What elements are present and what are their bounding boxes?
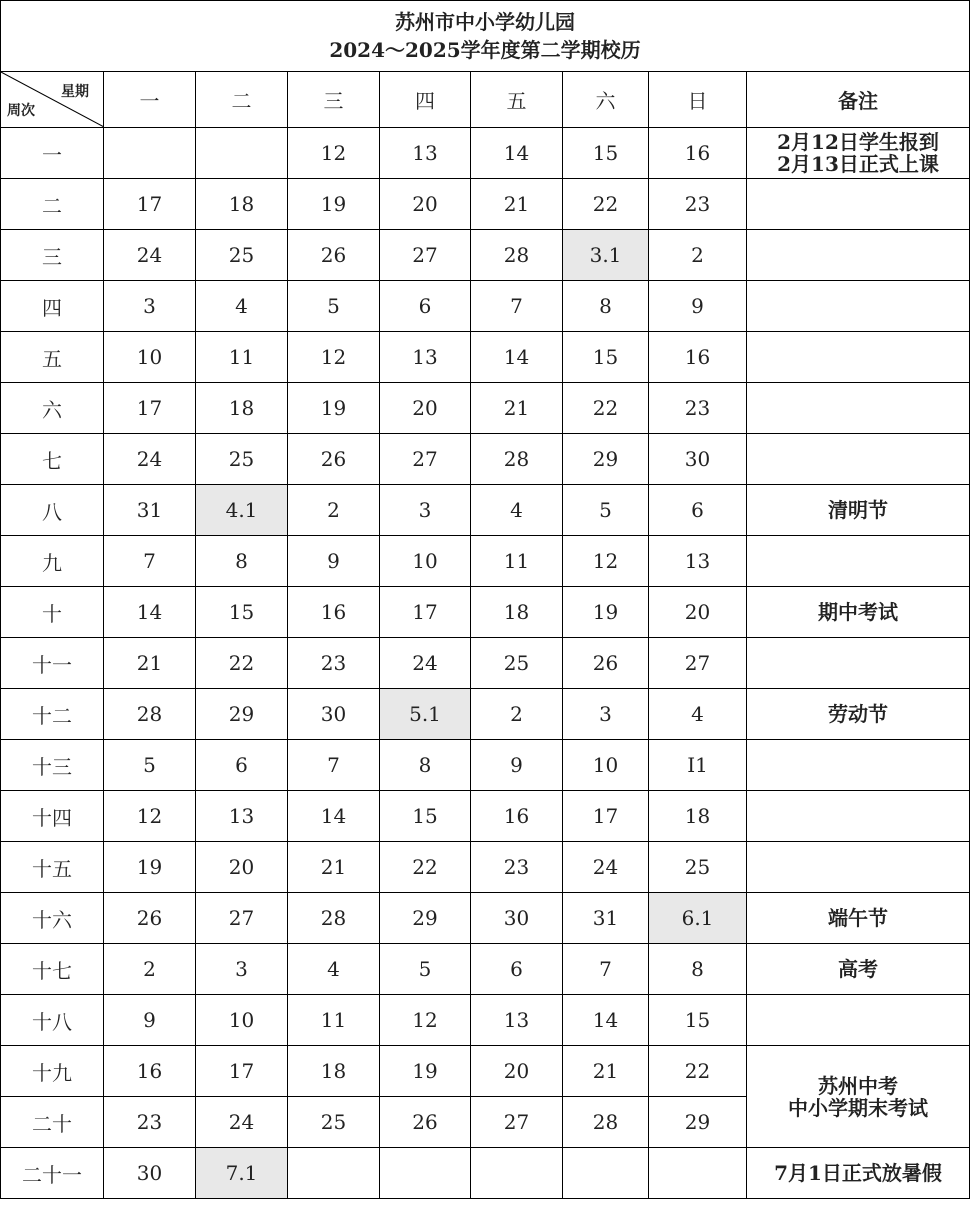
- header-day-mon: 一: [104, 72, 196, 128]
- day-cell: 5: [288, 281, 380, 332]
- header-day-wed: 三: [288, 72, 380, 128]
- day-cell: 18: [288, 1046, 380, 1097]
- day-cell: 3: [196, 944, 288, 995]
- day-cell: 15: [196, 587, 288, 638]
- day-cell: 28: [288, 893, 380, 944]
- day-cell: 13: [196, 791, 288, 842]
- day-cell: 11: [196, 332, 288, 383]
- note-line: 2月12日学生报到: [777, 130, 939, 154]
- day-cell: [649, 1148, 747, 1199]
- week-label: 十三: [1, 740, 104, 791]
- week-row: [1, 893, 970, 944]
- week-row: [1, 434, 970, 485]
- day-cell: 11: [471, 536, 563, 587]
- day-cell: 13: [471, 995, 563, 1046]
- day-cell: 9: [649, 281, 747, 332]
- week-row: [1, 944, 970, 995]
- day-cell: 23: [649, 179, 747, 230]
- week-row: [1, 485, 970, 536]
- header-notes: 备注: [747, 72, 970, 128]
- week-row: [1, 281, 970, 332]
- day-cell: 16: [649, 332, 747, 383]
- week-row: [1, 995, 970, 1046]
- day-cell: 19: [380, 1046, 471, 1097]
- day-cell: 18: [649, 791, 747, 842]
- week-label: 十六: [1, 893, 104, 944]
- day-cell: 7: [471, 281, 563, 332]
- note-cell: [747, 179, 970, 230]
- note-cell: [747, 1046, 970, 1148]
- day-cell: 21: [471, 179, 563, 230]
- note-cell: [747, 332, 970, 383]
- day-cell: 9: [471, 740, 563, 791]
- day-cell: 5: [380, 944, 471, 995]
- day-cell: 23: [649, 383, 747, 434]
- day-cell: 19: [563, 587, 649, 638]
- day-cell: 27: [471, 1097, 563, 1148]
- week-label: 九: [1, 536, 104, 587]
- note-cell: [747, 995, 970, 1046]
- day-cell: 25: [288, 1097, 380, 1148]
- day-cell: 26: [380, 1097, 471, 1148]
- day-cell: [563, 1148, 649, 1199]
- day-cell: 10: [563, 740, 649, 791]
- week-row: [1, 740, 970, 791]
- corner-weekday-label: 星期: [61, 84, 89, 100]
- note-cell: [747, 1148, 970, 1199]
- week-label: 五: [1, 332, 104, 383]
- day-cell: 16: [649, 128, 747, 179]
- note-line: 中小学期末考试: [788, 1095, 928, 1120]
- day-cell: 17: [196, 1046, 288, 1097]
- day-cell: 26: [104, 893, 196, 944]
- note-cell: [747, 587, 970, 638]
- header-day-thu: 四: [380, 72, 471, 128]
- corner-week-label: 周次: [7, 103, 35, 119]
- day-cell: 22: [649, 1046, 747, 1097]
- note-cell: [747, 842, 970, 893]
- day-cell: 31: [104, 485, 196, 536]
- week-label: 十一: [1, 638, 104, 689]
- day-cell: 15: [649, 995, 747, 1046]
- note-cell: [747, 485, 970, 536]
- week-row: [1, 383, 970, 434]
- week-label: 七: [1, 434, 104, 485]
- day-cell: 21: [104, 638, 196, 689]
- day-cell: 14: [104, 587, 196, 638]
- day-cell: 3: [104, 281, 196, 332]
- day-cell: 3: [563, 689, 649, 740]
- day-cell: 4: [288, 944, 380, 995]
- day-cell: 23: [104, 1097, 196, 1148]
- week-label: 三: [1, 230, 104, 281]
- day-cell: 27: [380, 434, 471, 485]
- header-day-tue: 二: [196, 72, 288, 128]
- day-cell: 3.1: [563, 230, 649, 281]
- day-cell: 7: [104, 536, 196, 587]
- day-cell: 16: [471, 791, 563, 842]
- day-cell: 22: [196, 638, 288, 689]
- day-cell: 30: [471, 893, 563, 944]
- note-line: 期中考试: [818, 600, 898, 624]
- day-cell: 18: [471, 587, 563, 638]
- day-cell: 5: [563, 485, 649, 536]
- day-cell: 17: [104, 179, 196, 230]
- day-cell: 28: [563, 1097, 649, 1148]
- corner-header: [1, 72, 104, 128]
- day-cell: 21: [563, 1046, 649, 1097]
- week-label: 八: [1, 485, 104, 536]
- week-label: 二十一: [1, 1148, 104, 1199]
- day-cell: 24: [104, 434, 196, 485]
- week-row: [1, 842, 970, 893]
- note-cell: [747, 536, 970, 587]
- day-cell: 4.1: [196, 485, 288, 536]
- day-cell: 31: [563, 893, 649, 944]
- day-cell: 20: [380, 383, 471, 434]
- note-line: 劳动节: [828, 702, 888, 726]
- day-cell: 26: [288, 230, 380, 281]
- note-cell: [747, 638, 970, 689]
- day-cell: 19: [288, 179, 380, 230]
- day-cell: 12: [104, 791, 196, 842]
- day-cell: 8: [196, 536, 288, 587]
- week-label: 十四: [1, 791, 104, 842]
- week-row: [1, 1046, 970, 1097]
- day-cell: 18: [196, 383, 288, 434]
- day-cell: 29: [649, 1097, 747, 1148]
- day-cell: [380, 1148, 471, 1199]
- day-cell: 30: [288, 689, 380, 740]
- day-cell: 20: [380, 179, 471, 230]
- note-cell: [747, 383, 970, 434]
- header-row: [1, 72, 970, 128]
- week-label: 二十: [1, 1097, 104, 1148]
- day-cell: 23: [471, 842, 563, 893]
- note-line: 高考: [838, 957, 878, 981]
- day-cell: 13: [380, 128, 471, 179]
- note-cell: [747, 281, 970, 332]
- note-cell: [747, 230, 970, 281]
- day-cell: 16: [104, 1046, 196, 1097]
- day-cell: 6.1: [649, 893, 747, 944]
- day-cell: 25: [196, 230, 288, 281]
- title-line-1: 苏州市中小学幼儿园: [395, 10, 575, 34]
- day-cell: 7.1: [196, 1148, 288, 1199]
- day-cell: 25: [471, 638, 563, 689]
- day-cell: 8: [380, 740, 471, 791]
- header-day-fri: 五: [471, 72, 563, 128]
- day-cell: 2: [471, 689, 563, 740]
- day-cell: 11: [288, 995, 380, 1046]
- day-cell: 28: [471, 230, 563, 281]
- day-cell: 22: [380, 842, 471, 893]
- note-cell: [747, 689, 970, 740]
- day-cell: 3: [380, 485, 471, 536]
- day-cell: 20: [196, 842, 288, 893]
- day-cell: [288, 1148, 380, 1199]
- note-cell: [747, 944, 970, 995]
- day-cell: 9: [288, 536, 380, 587]
- day-cell: 25: [649, 842, 747, 893]
- note-line: 端午节: [828, 906, 888, 930]
- day-cell: 23: [288, 638, 380, 689]
- day-cell: 30: [104, 1148, 196, 1199]
- day-cell: [471, 1148, 563, 1199]
- week-row: [1, 587, 970, 638]
- day-cell: 24: [104, 230, 196, 281]
- note-cell: [747, 434, 970, 485]
- day-cell: 12: [288, 128, 380, 179]
- day-cell: 29: [196, 689, 288, 740]
- day-cell: [104, 128, 196, 179]
- day-cell: 16: [288, 587, 380, 638]
- note-line: 7月1日正式放暑假: [774, 1161, 942, 1185]
- day-cell: 8: [563, 281, 649, 332]
- note-cell: [747, 791, 970, 842]
- week-label: 十九: [1, 1046, 104, 1097]
- day-cell: 27: [649, 638, 747, 689]
- day-cell: [196, 128, 288, 179]
- day-cell: 10: [104, 332, 196, 383]
- day-cell: 29: [563, 434, 649, 485]
- day-cell: 2: [649, 230, 747, 281]
- week-row: [1, 230, 970, 281]
- day-cell: 9: [104, 995, 196, 1046]
- week-row: [1, 536, 970, 587]
- day-cell: 14: [471, 332, 563, 383]
- day-cell: 30: [649, 434, 747, 485]
- day-cell: 7: [288, 740, 380, 791]
- day-cell: 4: [649, 689, 747, 740]
- day-cell: 22: [563, 383, 649, 434]
- day-cell: 24: [380, 638, 471, 689]
- day-cell: 4: [196, 281, 288, 332]
- day-cell: 10: [380, 536, 471, 587]
- day-cell: 10: [196, 995, 288, 1046]
- day-cell: 27: [196, 893, 288, 944]
- day-cell: 25: [196, 434, 288, 485]
- day-cell: 21: [471, 383, 563, 434]
- day-cell: 15: [380, 791, 471, 842]
- day-cell: 2: [288, 485, 380, 536]
- day-cell: 14: [563, 995, 649, 1046]
- day-cell: 6: [471, 944, 563, 995]
- day-cell: 13: [649, 536, 747, 587]
- week-row: [1, 332, 970, 383]
- header-day-sun: 日: [649, 72, 747, 128]
- day-cell: 5: [104, 740, 196, 791]
- day-cell: 26: [288, 434, 380, 485]
- title-row: [1, 1, 970, 72]
- week-label: 十五: [1, 842, 104, 893]
- day-cell: 17: [380, 587, 471, 638]
- day-cell: 6: [649, 485, 747, 536]
- note-cell: [747, 893, 970, 944]
- day-cell: 20: [649, 587, 747, 638]
- day-cell: 20: [471, 1046, 563, 1097]
- note-cell: [747, 740, 970, 791]
- day-cell: 13: [380, 332, 471, 383]
- week-row: [1, 791, 970, 842]
- note-line: 2月13日正式上课: [777, 152, 939, 176]
- week-row: [1, 179, 970, 230]
- day-cell: 5.1: [380, 689, 471, 740]
- day-cell: 4: [471, 485, 563, 536]
- week-label: 十七: [1, 944, 104, 995]
- calendar-title: [1, 1, 970, 72]
- week-label: 十八: [1, 995, 104, 1046]
- day-cell: 27: [380, 230, 471, 281]
- day-cell: 21: [288, 842, 380, 893]
- day-cell: 24: [196, 1097, 288, 1148]
- day-cell: 28: [104, 689, 196, 740]
- day-cell: 19: [288, 383, 380, 434]
- day-cell: 6: [196, 740, 288, 791]
- day-cell: 15: [563, 128, 649, 179]
- week-row: [1, 1148, 970, 1199]
- week-label: 二: [1, 179, 104, 230]
- day-cell: 17: [563, 791, 649, 842]
- day-cell: 6: [380, 281, 471, 332]
- week-label: 一: [1, 128, 104, 179]
- day-cell: 22: [563, 179, 649, 230]
- title-line-2: 2024～2025学年度第二学期校历: [329, 38, 641, 62]
- day-cell: 12: [563, 536, 649, 587]
- day-cell: 15: [563, 332, 649, 383]
- week-row: [1, 689, 970, 740]
- day-cell: 12: [380, 995, 471, 1046]
- week-row: [1, 638, 970, 689]
- note-line: 清明节: [828, 498, 888, 522]
- day-cell: 8: [649, 944, 747, 995]
- day-cell: 14: [471, 128, 563, 179]
- day-cell: 24: [563, 842, 649, 893]
- week-label: 六: [1, 383, 104, 434]
- day-cell: 14: [288, 791, 380, 842]
- day-cell: 2: [104, 944, 196, 995]
- header-day-sat: 六: [563, 72, 649, 128]
- week-label: 十二: [1, 689, 104, 740]
- day-cell: 29: [380, 893, 471, 944]
- day-cell: 19: [104, 842, 196, 893]
- week-label: 四: [1, 281, 104, 332]
- day-cell: 26: [563, 638, 649, 689]
- week-row: [1, 128, 970, 179]
- note-cell: [747, 128, 970, 179]
- day-cell: 12: [288, 332, 380, 383]
- week-label: 十: [1, 587, 104, 638]
- note-line: 苏州中考: [818, 1073, 898, 1098]
- day-cell: 28: [471, 434, 563, 485]
- day-cell: 17: [104, 383, 196, 434]
- day-cell: I1: [649, 740, 747, 791]
- day-cell: 18: [196, 179, 288, 230]
- day-cell: 7: [563, 944, 649, 995]
